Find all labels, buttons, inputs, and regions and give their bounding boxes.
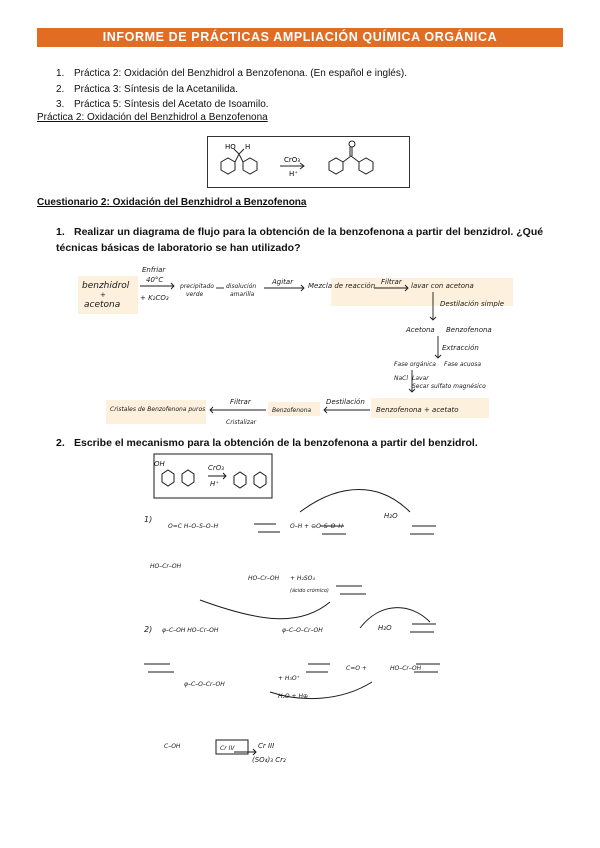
svg-text:Fase orgánica: Fase orgánica: [394, 361, 436, 368]
svg-text:φ–C–O–Cr–OH: φ–C–O–Cr–OH: [282, 627, 323, 634]
svg-text:Lavar: Lavar: [412, 375, 429, 382]
report-title: INFORME DE PRÁCTICAS AMPLIACIÓN QUÍMICA ORGÁNICA: [102, 30, 498, 44]
svg-text:(ácido crómico): (ácido crómico): [290, 588, 329, 594]
svg-text:C=O +: C=O +: [346, 665, 367, 672]
svg-text:Cr III: Cr III: [258, 742, 275, 750]
svg-text:Destilación: Destilación: [326, 398, 365, 406]
section-heading: Práctica 2: Oxidación del Benzhidrol a Benzofenona: [37, 112, 268, 123]
svg-text:φ–C–OH HO–Cr–OH: φ–C–OH HO–Cr–OH: [162, 627, 219, 634]
svg-text:Enfriar: Enfriar: [142, 266, 166, 274]
svg-text:HO–Cr–OH: HO–Cr–OH: [248, 575, 280, 582]
reagent-label: CrO₃: [284, 156, 301, 164]
svg-text:H₂O + H⊕: H₂O + H⊕: [278, 693, 309, 700]
svg-text:Acetona: Acetona: [406, 326, 435, 334]
svg-text:Secar sulfato magnésico: Secar sulfato magnésico: [412, 383, 486, 390]
list-item: 3. Práctica 5: Síntesis del Acetato de Isoamilo.: [56, 99, 269, 110]
svg-text:40°C: 40°C: [146, 276, 164, 284]
svg-text:disolución: disolución: [226, 283, 257, 290]
svg-text:+ K₂CO₃: + K₂CO₃: [140, 294, 169, 302]
svg-text:amarilla: amarilla: [230, 291, 255, 298]
svg-text:Benzofenona: Benzofenona: [272, 407, 312, 414]
flow-node-lavar: lavar con acetona: [411, 282, 474, 290]
flow-node-benzhidrol: benzhidrol: [82, 281, 130, 291]
svg-text:2): 2): [144, 625, 153, 634]
svg-text:Benzofenona: Benzofenona: [446, 326, 492, 334]
svg-text:1): 1): [144, 515, 153, 524]
practice-list: [56, 66, 407, 113]
svg-text:Agitar: Agitar: [272, 278, 294, 286]
flow-node-mezcla: Mezcla de reacción: [308, 282, 376, 290]
flow-node-acetona: acetona: [84, 300, 121, 310]
flow-diagram: [76, 262, 516, 426]
svg-text:Fase acuosa: Fase acuosa: [444, 361, 482, 368]
svg-text:+ H₃O⁺: + H₃O⁺: [278, 675, 300, 682]
report-banner: [37, 28, 563, 47]
svg-text:Filtrar: Filtrar: [230, 398, 251, 406]
svg-text:+ H₂SO₄: + H₂SO₄: [290, 575, 315, 582]
question-1: 1. Realizar un diagrama de flujo para la obtención de la benzofenona a partir del benzidrol. ¿Qué técnicas básicas de laboratorio se han utilizado?: [56, 226, 544, 254]
flow-node-benzofenona-acetato: Benzofenona + acetato: [376, 406, 459, 414]
svg-text:H⁺: H⁺: [210, 480, 219, 488]
svg-text:precipitado: precipitado: [180, 283, 214, 290]
svg-text:O–H + ⊖O–S–O–H: O–H + ⊖O–S–O–H: [290, 523, 343, 530]
svg-text:Cristalizar: Cristalizar: [226, 419, 257, 426]
mechanism-drawing: [140, 452, 460, 772]
svg-text:O=C H–O–S–O–H: O=C H–O–S–O–H: [168, 523, 219, 530]
svg-text:H₂O: H₂O: [378, 624, 392, 632]
svg-text:Cr IV: Cr IV: [220, 745, 235, 752]
svg-text:NaCl: NaCl: [394, 375, 409, 382]
svg-text:verde: verde: [186, 291, 204, 298]
reaction-scheme: [207, 136, 410, 188]
svg-text:HO–Cr–OH: HO–Cr–OH: [150, 563, 182, 570]
svg-text:H₂O: H₂O: [384, 512, 398, 520]
list-item: 2. Práctica 3: Síntesis de la Acetanilida.: [56, 83, 238, 95]
question-2: 2. Escribe el mecanismo para la obtención de la benzofenona a partir del benzidrol.: [56, 437, 478, 449]
svg-text:φ–C–O–Cr–OH: φ–C–O–Cr–OH: [184, 681, 225, 688]
svg-text:+: +: [100, 291, 106, 299]
svg-text:C–OH: C–OH: [164, 743, 181, 750]
svg-text:Filtrar: Filtrar: [381, 278, 402, 286]
svg-text:Destilación simple: Destilación simple: [440, 300, 505, 308]
hydrogen-label: H: [245, 143, 251, 151]
hydroxyl-label: HO: [225, 143, 236, 151]
flow-node-cristales: Cristales de Benzofenona puros: [110, 406, 206, 413]
cuestionario-heading: Cuestionario 2: Oxidación del Benzhidrol a Benzofenona: [37, 197, 307, 208]
acid-label: H⁺: [289, 170, 298, 178]
svg-text:(SO₄)₃ Cr₂: (SO₄)₃ Cr₂: [252, 756, 286, 764]
svg-text:Extracción: Extracción: [442, 344, 479, 352]
svg-text:CrO₃: CrO₃: [208, 464, 225, 472]
svg-text:HO–Cr–OH: HO–Cr–OH: [390, 665, 422, 672]
svg-text:OH: OH: [154, 460, 165, 468]
list-item: 1. Práctica 2: Oxidación del Benzhidrol a Benzofenona. (En español e inglés).: [56, 68, 407, 79]
